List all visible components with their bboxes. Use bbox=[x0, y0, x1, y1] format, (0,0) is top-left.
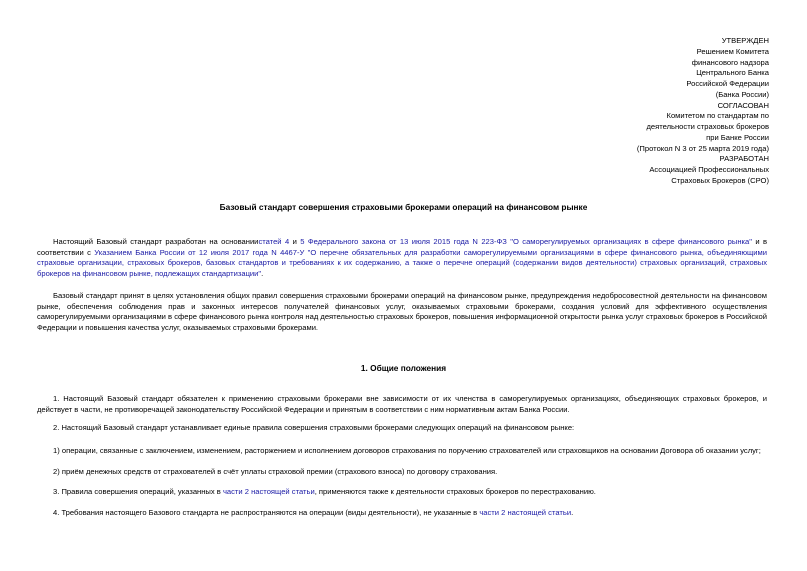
approval-line: при Банке России bbox=[706, 132, 769, 142]
approval-block bbox=[539, 36, 769, 187]
part-2-link[interactable]: части 2 настоящей статьи bbox=[479, 508, 572, 517]
section-paragraph-2-2 bbox=[37, 467, 767, 478]
section-text: 1) операции, связанные с заключением, изменением, расторжением и исполнением договоров страхования по поручению страхователей или страховщиков на основании Договора об оказании услуг; bbox=[53, 446, 761, 455]
federal-law-223-link[interactable]: 5 Федерального закона от 13 июля 2015 года N 223-ФЗ "О саморегулируемых организациях в сфере финансового рынка" bbox=[300, 237, 752, 246]
intro-paragraph-1 bbox=[37, 237, 767, 279]
approval-line: (Протокол N 3 от 25 марта 2019 года) bbox=[636, 143, 769, 153]
section-paragraph-1 bbox=[37, 394, 767, 415]
approval-line: Центрального Банка bbox=[696, 68, 769, 78]
intro-text: . bbox=[261, 268, 264, 278]
law-article-4-link[interactable]: статей 4 bbox=[258, 237, 290, 246]
bank-of-russia-directive-link[interactable]: Указанием Банка России от 12 июля 2017 года N 4467-У "О перечне обязательных для разработки саморегулируемыми организациями в сфере финансового рынка, объединяющими страховые организации, страховых брокеров, базовых стандартов и требованиях к их содержанию, а также о перечне операций (содержании видов деятельности) страховых организаций, страховых брокеров на финансовом рынке, подлежащих стандартизации" bbox=[37, 247, 767, 278]
section-title: 1. Общие положения bbox=[360, 363, 447, 373]
section-text: 2. Настоящий Базовый стандарт устанавливает единые правила совершения страховыми брокерами следующих операций на финансовом рынке: bbox=[53, 423, 575, 432]
approval-line: Страховых Брокеров (СРО) bbox=[671, 175, 769, 185]
approval-line: Российской Федерации bbox=[686, 79, 769, 88]
document-title: Базовый стандарт совершения страховыми брокерами операций на финансовом рынке bbox=[219, 202, 588, 212]
section-text: 3. Правила совершения операций, указанных в bbox=[53, 487, 223, 496]
intro-text: Настоящий Базовый стандарт разработан на основании bbox=[53, 237, 259, 246]
section-text: . bbox=[571, 508, 574, 517]
section-paragraph-4 bbox=[37, 508, 767, 519]
intro-text: и в соответствии с bbox=[37, 237, 768, 257]
approval-line: РАЗРАБОТАН bbox=[719, 154, 769, 164]
approval-line: Ассоциацией Профессиональных bbox=[649, 165, 769, 174]
section-text: 2) приём денежных средств от страхователей в счёт уплаты страховой премии (страхового взноса) по договору страхования. bbox=[53, 467, 498, 476]
approval-line: Комитетом по стандартам по bbox=[666, 111, 769, 121]
section-paragraph-2-1 bbox=[37, 446, 767, 457]
approval-line: деятельности страховых брокеров bbox=[646, 122, 769, 131]
part-2-link[interactable]: части 2 настоящей статьи bbox=[222, 487, 315, 496]
section-text: , применяются также к деятельности страховых брокеров по перестрахованию. bbox=[314, 487, 596, 496]
section-text: 4. Требования настоящего Базового стандарта не распространяются на операции (виды деятельности), не указанные в bbox=[53, 508, 480, 517]
approval-line: УТВЕРЖДЕН bbox=[721, 36, 769, 45]
approval-line: СОГЛАСОВАН bbox=[717, 100, 769, 110]
approval-line: Решением Комитета bbox=[696, 46, 769, 56]
intro-text: Базовый стандарт принят в целях установления общих правил совершения страховыми брокерами операций на финансовом рынке, предупреждения недобросовестной деятельности на финансовом рынке, обеспечения соблюдения прав и законных интересов получателей финансовых услуг, оказываемых страховыми брокерами, создания условий для эффективного осуществления саморегулируемыми организациями в сфере финансового рынка контроля над деятельностью страховых брокеров, повышения информационной открытости рынка услуг страховых брокеров в Российской Федерации и повышения качества услуг, оказываемых страховыми брокерами. bbox=[37, 291, 767, 332]
section-text: 1. Настоящий Базовый стандарт обязателен к применению страховыми брокерами вне зависимости от их членства в саморегулируемых организациях, объединяющих страховых брокеров, и действует в части, не противоречащей законодательству Российской Федерации и принятым в соответствии с ним нормативным актам Банка России. bbox=[37, 394, 767, 414]
intro-text: и bbox=[289, 237, 301, 246]
approval-line: (Банка России) bbox=[715, 89, 769, 99]
approval-line: финансового надзора bbox=[691, 57, 769, 67]
section-paragraph-3 bbox=[37, 487, 767, 498]
section-paragraph-2 bbox=[37, 423, 767, 434]
intro-paragraph-2 bbox=[37, 291, 767, 333]
